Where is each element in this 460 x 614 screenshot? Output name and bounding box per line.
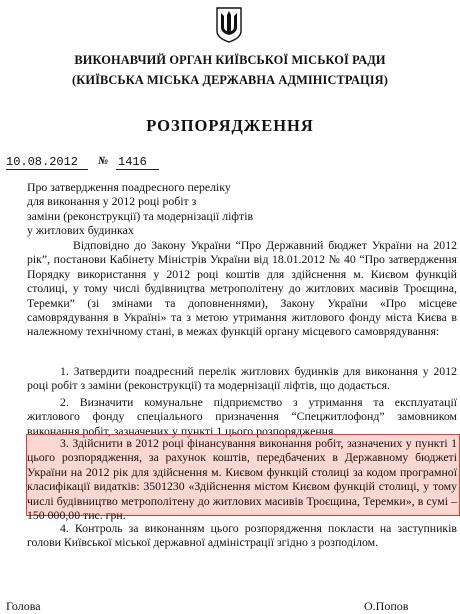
document-number: 1416	[116, 155, 159, 170]
number-sign: №	[98, 155, 109, 167]
subject-line: у житлових будинках	[27, 222, 134, 237]
document-type-title: РОЗПОРЯДЖЕННЯ	[146, 116, 314, 135]
clause-2: 2. Визначити комунальне підприємство з утримання та експлуатації житлового фонду спеціального призначення “Спецжитлофонд” замовником виконання робіт, зазначених у пункті 1 цього розпорядження.	[27, 395, 457, 438]
subject-line: заміни (реконструкції) та модернізації ліфтів	[27, 208, 254, 223]
document-subject	[27, 180, 267, 237]
clause-3-highlighted: 3. Здійснити в 2012 році фінансування виконання робіт, зазначених у пункті 1 цього розпорядження, за рахунок коштів, передбачених в Державному бюджеті України на 2012 рік для здійснення м. Києвом функцій столиці за кодом програмної класифікації видатків: 3501230 «Здійснення містом Києвом функцій столиці, у тому числі будівництво метрополітену до житлових масивів Троєщина, Теремки», в сумі – 150 000,00 тис. грн.	[27, 436, 457, 523]
subject-line: для виконання у 2012 році робіт з	[27, 194, 197, 209]
issuer-subtitle: (КИЇВСЬКА МІСЬКА ДЕРЖАВНА АДМІНІСТРАЦІЯ)	[72, 73, 388, 87]
trident-coat-of-arms-icon	[216, 7, 242, 43]
clause-1: 1. Затвердити поадресний перелік житлових будинків для виконання у 2012 році робіт з заміни (реконструкції) та модернізації ліфтів, що додається.	[27, 364, 457, 393]
issuer-title: ВИКОНАВЧИЙ ОРГАН КИЇВСЬКОЇ МІСЬКОЇ РАДИ	[74, 53, 386, 67]
preamble-paragraph: Відповідно до Закону України “Про Державний бюджет України на 2012 рік”, постанови Кабінету Міністрів України від 18.01.2012 № 40 “Про затвердження Порядку використання у 2012 році коштів для здійснення м. Києвом функцій столиці, у тому числі будівництва метрополітену до житлових масивів Троєщина, Теремки” (зі змінами та доповненнями), Закону України «Про місцеве самоврядування в Україні» та з метою утримання житлового фонду міста Києва в належному технічному стані, в межах функцій органу місцевого самоврядування:	[27, 238, 457, 339]
document-date	[6, 155, 88, 169]
signatory-name: О.Попов	[364, 599, 409, 613]
date-value: 10.08.2012	[6, 155, 88, 170]
signatory-title: Голова	[6, 599, 41, 613]
subject-line: Про затвердження поадресного переліку	[27, 180, 231, 194]
clause-4: 4. Контроль за виконанням цього розпорядження покласти на заступників голови Київської міської державної адміністрації згідно з розподілом.	[27, 521, 457, 550]
